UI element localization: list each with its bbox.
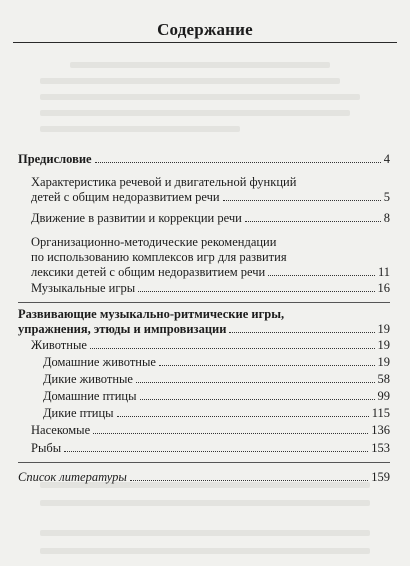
toc-entry-page: 11 <box>377 265 390 279</box>
toc-entry <box>18 307 390 337</box>
toc-entry-page: 4 <box>383 152 390 166</box>
dot-leader <box>159 365 375 366</box>
toc-entry-page: 19 <box>377 355 390 369</box>
section-divider <box>18 302 390 303</box>
toc-entry-title: Музыкальные игры <box>31 281 136 295</box>
toc-entry <box>31 211 390 226</box>
dot-leader <box>136 382 375 383</box>
toc-entry-page: 99 <box>377 389 390 403</box>
toc-entry <box>18 470 390 485</box>
dot-leader <box>95 162 381 163</box>
toc-entry-title: Список литературы <box>18 470 127 484</box>
dot-leader <box>229 332 374 333</box>
toc-entry-page: 8 <box>383 211 390 225</box>
toc-entry-title: Животные <box>31 338 87 352</box>
toc-entry <box>31 338 390 353</box>
toc-entry <box>31 175 390 205</box>
dot-leader <box>130 480 368 481</box>
toc-entry-page: 16 <box>377 281 390 295</box>
toc-entry-page: 159 <box>371 470 390 484</box>
dot-leader <box>268 275 375 276</box>
toc-entry-title: Домашние птицы <box>43 389 137 403</box>
toc-entry <box>43 372 390 387</box>
toc-entry-page: 19 <box>377 338 390 352</box>
toc-entry-page: 19 <box>377 322 390 336</box>
dot-leader <box>90 348 375 349</box>
toc-entry <box>31 441 390 456</box>
dot-leader <box>245 221 381 222</box>
toc-entry-title: Дикие птицы <box>43 406 114 420</box>
toc-entry <box>18 152 390 167</box>
toc-entry <box>31 281 390 296</box>
toc-entry-title: упражнения, этюды и импровизации <box>18 322 227 336</box>
toc-entry-title: Движение в развитии и коррекции речи <box>31 211 242 225</box>
toc-entry-title: по использованию комплексов игр для развития <box>31 250 287 264</box>
toc-entry-title: Домашние животные <box>43 355 156 369</box>
dot-leader <box>140 399 375 400</box>
toc-entry-page: 115 <box>371 406 390 420</box>
toc-entry-title: Организационно-методические рекомендации <box>31 235 277 249</box>
dot-leader <box>93 433 368 434</box>
toc-entry-page: 5 <box>383 190 390 204</box>
toc-entry-title: детей с общим недоразвитием речи <box>31 190 220 204</box>
page-title: Содержание <box>157 20 253 39</box>
toc-entry <box>43 355 390 370</box>
toc-entry-page: 58 <box>377 372 390 386</box>
section-divider <box>18 462 390 463</box>
toc-entry <box>31 423 390 438</box>
toc-entry-title: Развивающие музыкально-ритмические игры, <box>18 307 285 321</box>
toc-entry-title: Предисловие <box>18 152 92 166</box>
toc-entry-page: 136 <box>371 423 390 437</box>
dot-leader <box>64 451 368 452</box>
toc-entry-title: Насекомые <box>31 423 91 437</box>
dot-leader <box>223 200 381 201</box>
toc-entry <box>31 235 390 280</box>
toc-entry-title: Дикие животные <box>43 372 133 386</box>
dot-leader <box>138 291 374 292</box>
toc-entry-page: 153 <box>371 441 390 455</box>
dot-leader <box>117 416 369 417</box>
toc-entry <box>43 406 390 421</box>
toc-entry <box>43 389 390 404</box>
toc-entry-title: Рыбы <box>31 441 62 455</box>
toc-entry-title: Характеристика речевой и двигательной функций <box>31 175 297 189</box>
toc-entry-title: лексики детей с общим недоразвитием речи <box>31 265 266 279</box>
